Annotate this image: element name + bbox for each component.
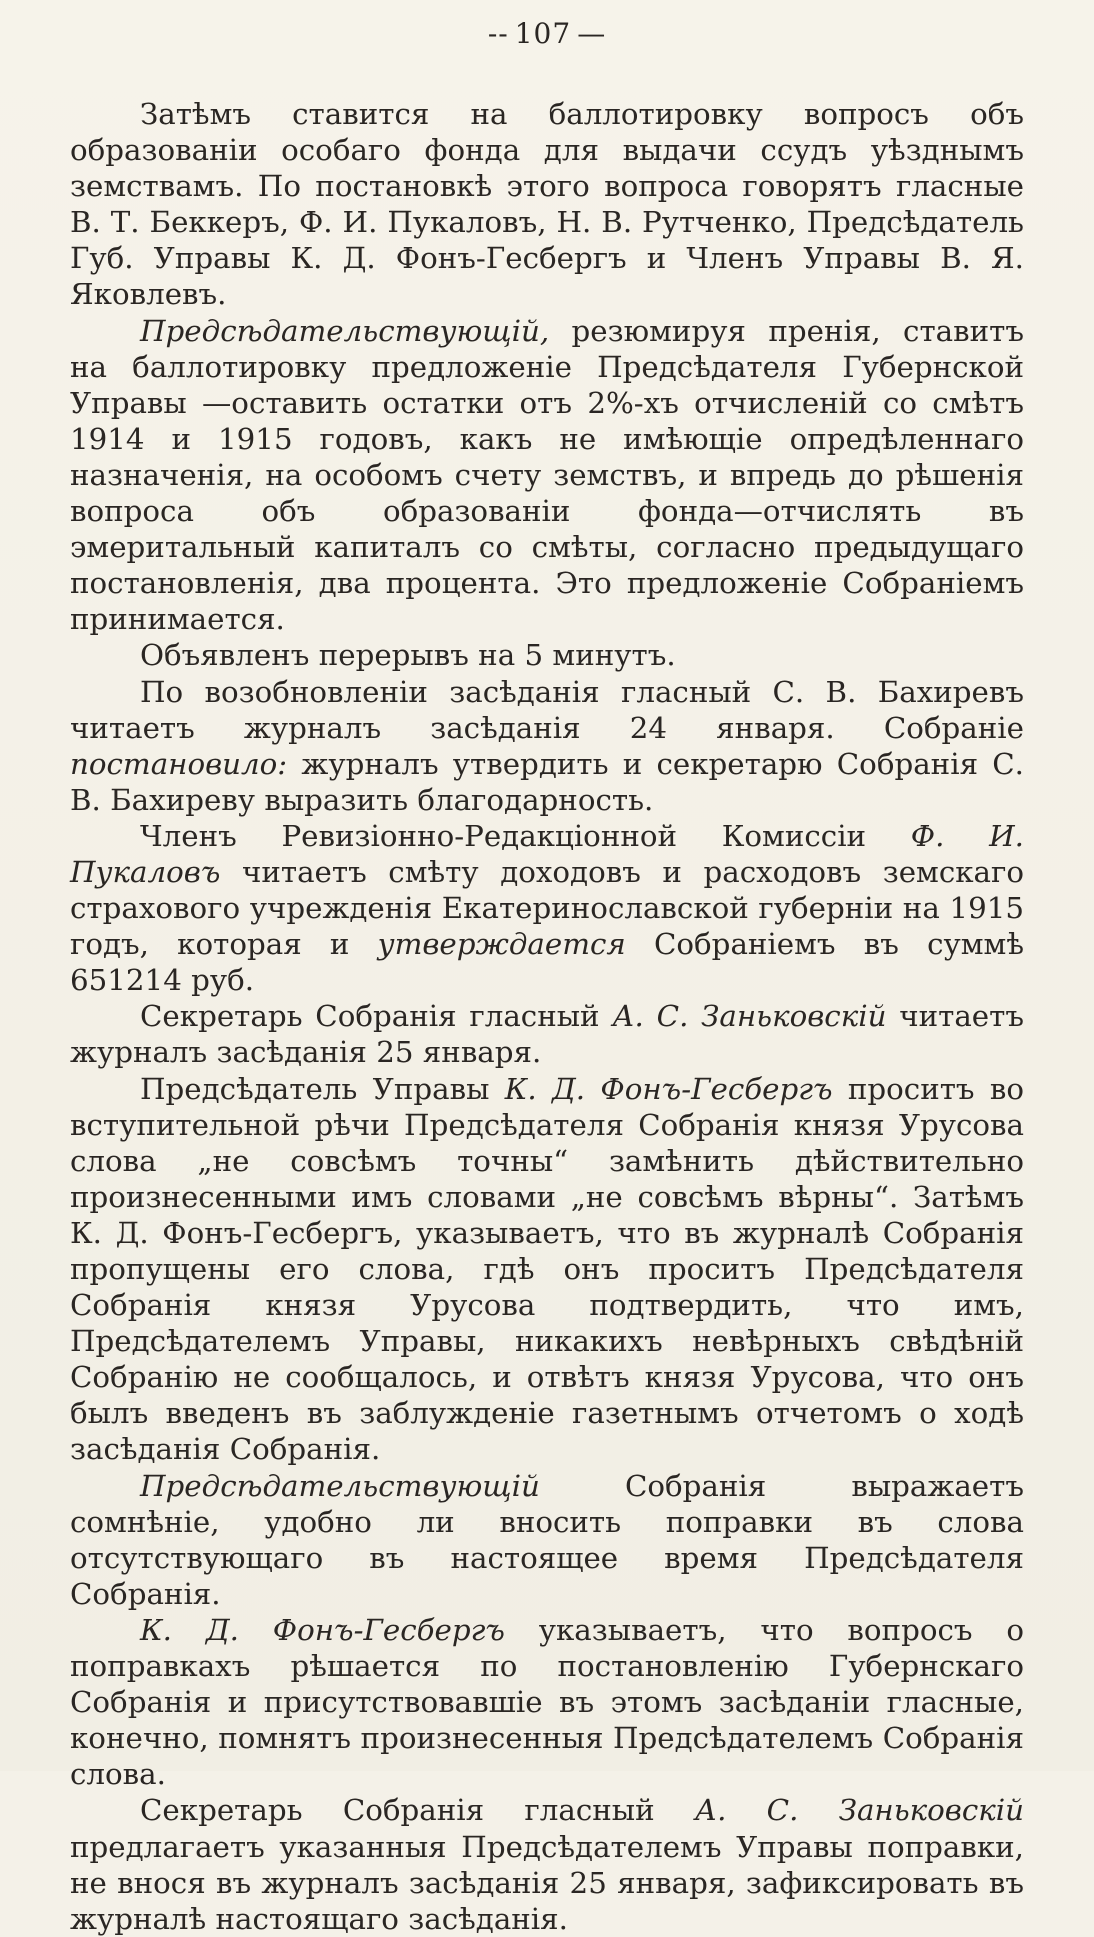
italic-text-segment: Предсѣдательствующій,: [140, 313, 550, 348]
text-segment: читаетъ смѣту доходовъ и расходовъ земскаго страхового учрежденія Екатеринославской губерніи на 1915 годъ, которая и: [70, 854, 1024, 962]
paragraph: [70, 1612, 1024, 1792]
italic-text-segment: постановило:: [70, 746, 288, 781]
text-segment: Собраніемъ въ суммѣ 651214 руб.: [70, 927, 1024, 998]
text-segment: Предсѣдатель Управы: [140, 1071, 505, 1106]
italic-text-segment: А. С. Заньковскій: [612, 999, 887, 1034]
italic-text-segment: Предсѣдательствующій: [140, 1468, 540, 1503]
text-segment: проситъ во вступительной рѣчи Предсѣдателя Собранія князя Урусова слова „не совсѣмъ точны“ замѣнить дѣйствительно произнесенными имъ словами „не совсѣмъ вѣрны“. Затѣмъ К. Д. Фонъ-Гесбергъ, указываетъ, что въ журналѣ Собранія пропущены его слова, гдѣ онъ проситъ Предсѣдателя Собранія князя Урусова подтвердить, что имъ, Предсѣдателемъ Управы, никакихъ невѣрныхъ свѣдѣній Собранію не сообщалось, и отвѣтъ князя Урусова, что онъ былъ введенъ въ заблужденіе газетнымъ отчетомъ о ходѣ засѣданія Собранія.: [70, 1071, 1024, 1467]
paragraph: [70, 1792, 1024, 1936]
text-segment: резюмируя пренія, ставитъ на баллотировку предложеніе Предсѣдателя Губернской Управы —оставить остатки отъ 2%-хъ отчисленій со смѣтъ 1914 и 1915 годовъ, какъ не имѣющіе опредѣленнаго назначенія, на особомъ счету земствъ, и впредь до рѣшенія вопроса объ образованіи фонда—отчислять въ эмеритальный капиталъ со смѣты, согласно предыдущаго постановленія, два процента. Это предложеніе Собраніемъ принимается.: [70, 313, 1024, 637]
text-segment: По возобновленіи засѣданія гласный С. В. Бахиревъ читаетъ журналъ засѣданія 24 января. Собраніе: [70, 674, 1024, 745]
text-segment: Членъ Ревизіонно-Редакціонной Комиссіи: [140, 818, 911, 853]
text-segment: Секретарь Собранія гласный: [140, 999, 613, 1034]
text-segment: указываетъ, что вопросъ о поправкахъ рѣшается по постановленію Губернскаго Собранія и присутствовавшіе въ этомъ засѣданіи гласные, конечно, помнятъ произнесенныя Предсѣдателемъ Собранія слова.: [70, 1612, 1024, 1792]
page-number: 107: [514, 17, 572, 50]
italic-text-segment: А. С. Заньковскій: [694, 1793, 1024, 1828]
italic-text-segment: К. Д. Фонъ-Гесбергъ: [140, 1612, 505, 1647]
paragraph: [70, 313, 1024, 638]
paragraph: [70, 818, 1024, 998]
text-segment: Затѣмъ ставится на баллотировку вопросъ объ образованіи особаго фонда для выдачи ссудъ уѣзднымъ земствамъ. По постановкѣ этого вопроса говорятъ гласные В. Т. Беккеръ, Ф. И. Пукаловъ, Н. В. Рутченко, Предсѣдатель Губ. Управы К. Д. Фонъ-Гесбергъ и Членъ Управы В. Я. Яковлевъ.: [70, 97, 1024, 312]
paragraph: [70, 998, 1024, 1070]
text-segment: читаетъ журналъ засѣданія 25 января.: [70, 999, 1024, 1070]
page-number-dash-right: —: [577, 17, 607, 50]
paragraph: [70, 96, 1024, 313]
italic-text-segment: утверждается: [377, 927, 626, 962]
text-segment: журналъ утвердить и секретарю Собранія С. В. Бахиреву выразить благодарность.: [70, 746, 1024, 817]
page-number-dash-left: --: [487, 17, 509, 50]
page-number-header: [70, 14, 1024, 54]
paragraph: [70, 637, 1024, 673]
text-segment: Объявленъ перерывъ на 5 минутъ.: [140, 638, 676, 673]
paragraph: [70, 1468, 1024, 1612]
paragraph: [70, 674, 1024, 818]
text-segment: Секретарь Собранія гласный: [140, 1793, 695, 1828]
text-segment: Собранія выражаетъ сомнѣніе, удобно ли вносить поправки въ слова отсутствующаго въ настоящее время Предсѣдателя Собранія.: [70, 1468, 1024, 1611]
italic-text-segment: К. Д. Фонъ-Гесбергъ: [504, 1071, 833, 1106]
text-segment: предлагаетъ указанныя Предсѣдателемъ Управы поправки, не внося въ журналъ засѣданія 25 января, зафиксировать въ журналѣ настоящаго засѣданія.: [70, 1829, 1024, 1936]
italic-text-segment: Ф. И. Пукаловъ: [70, 818, 1024, 889]
document-body: [70, 96, 1024, 1937]
paragraph: [70, 1071, 1024, 1468]
